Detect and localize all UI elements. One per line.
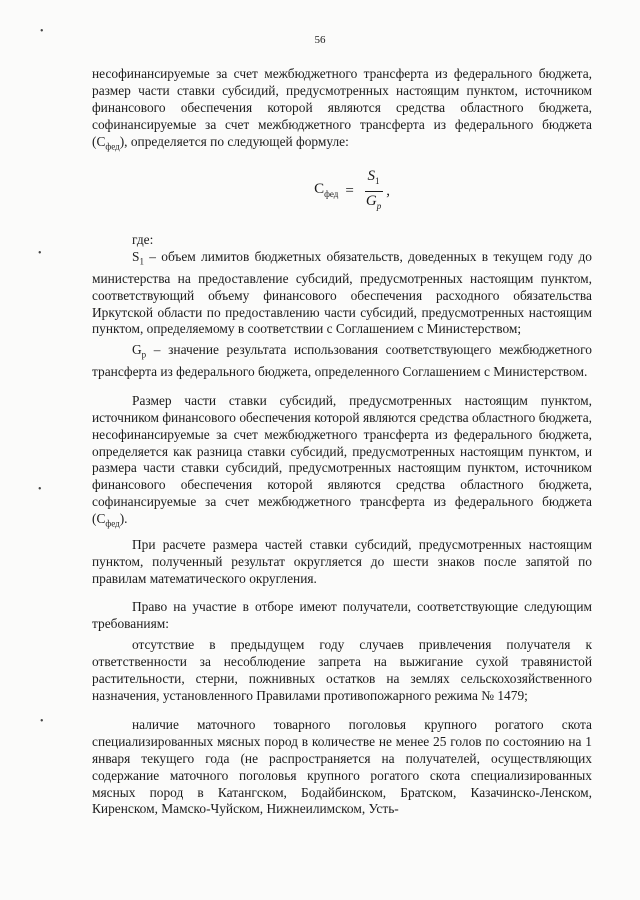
scan-mark: • [40, 716, 44, 727]
formula-fraction: $\frac{S_1}{G_p}$ [365, 168, 382, 212]
paragraph-rate-size: Размер части ставки субсидий, предусмотренных настоящим пунктом, источником финансового обеспечения которой являются средства областного бюджета, несофинансируемые за счет межбюджетного трансферта из федерального бюджета, определяется как разница ставки субсидий, предусмотренных настоящим пунктом, и размера части ставки субсидий, предусмотренных настоящим пунктом, источником финансового обеспечения которой являются средства областного бюджета, софинансируемые за счет межбюджетного трансферта из федерального бюджета $(С_{фед})$. [92, 392, 592, 529]
paragraph-intro: несофинансируемые за счет межбюджетного трансферта из федерального бюджета, размер части ставки субсидий, предусмотренных настоящим пунктом, источником финансового обеспечения которой являются средства областного бюджета, софинансируемые за счет межбюджетного трансферта из федерального бюджета $(С_{фед})$, определяется по следующей формуле: [92, 66, 592, 152]
page-number: 56 [314, 34, 326, 46]
scan-mark: • [38, 484, 42, 495]
scan-mark: • [40, 26, 44, 37]
paragraph-rounding: При расчете размера частей ставки субсидий, предусмотренных настоящим пунктом, полученный результат округляется до шести знаков после запятой по правилам математического округления. [92, 536, 592, 586]
paragraph-requirement-cattle: наличие маточного товарного поголовья крупного рогатого скота специализированных мясных пород в количестве не менее 25 голов по состоянию на 1 января текущего года (не распространяется на получателей, осуществляющих содержание маточного поголовья крупного рогатого скота специализированных мясных пород в Катангском, Бодайбинском, Братском, Казачинско-Ленском, Киренском, Мамско-Чуйском, Нижнеилимском, Усть- [92, 716, 592, 817]
definition-gp: $G_p$ – значение результата использования соответствующего межбюджетного трансферта из федерального бюджета, определенного Соглашением с Министерством. [92, 342, 592, 379]
where-label: где: [132, 232, 154, 248]
document-body [92, 66, 592, 818]
paragraph-requirement-fire: отсутствие в предыдущем году случаев привлечения получателя к ответственности за несоблюдение запрета на выжигание сухой травянистой растительности, стерни, пожнивных остатков на землях сельскохозяйственного назначения, установленного Правилами противопожарного режима № 1479; [92, 637, 592, 703]
definition-s1: $S_1$ – объем лимитов бюджетных обязательств, доведенных в текущем году до министерства на предоставление субсидий, предусмотренных настоящим пунктом, соответствующий объему финансового обеспечения расходного обязательства Иркутской области по предоставлению части субсидий, предусмотренных настоящим пунктом, определяемому в соответствии с Соглашением с Министерством; [92, 249, 592, 337]
scan-mark: • [38, 248, 42, 259]
paragraph-participation: Право на участие в отборе имеют получатели, соответствующие следующим требованиям: [92, 599, 592, 632]
formula-c-fed: $С_{фед}$ = $\frac{S_1}{G_p}$ , [112, 167, 592, 216]
